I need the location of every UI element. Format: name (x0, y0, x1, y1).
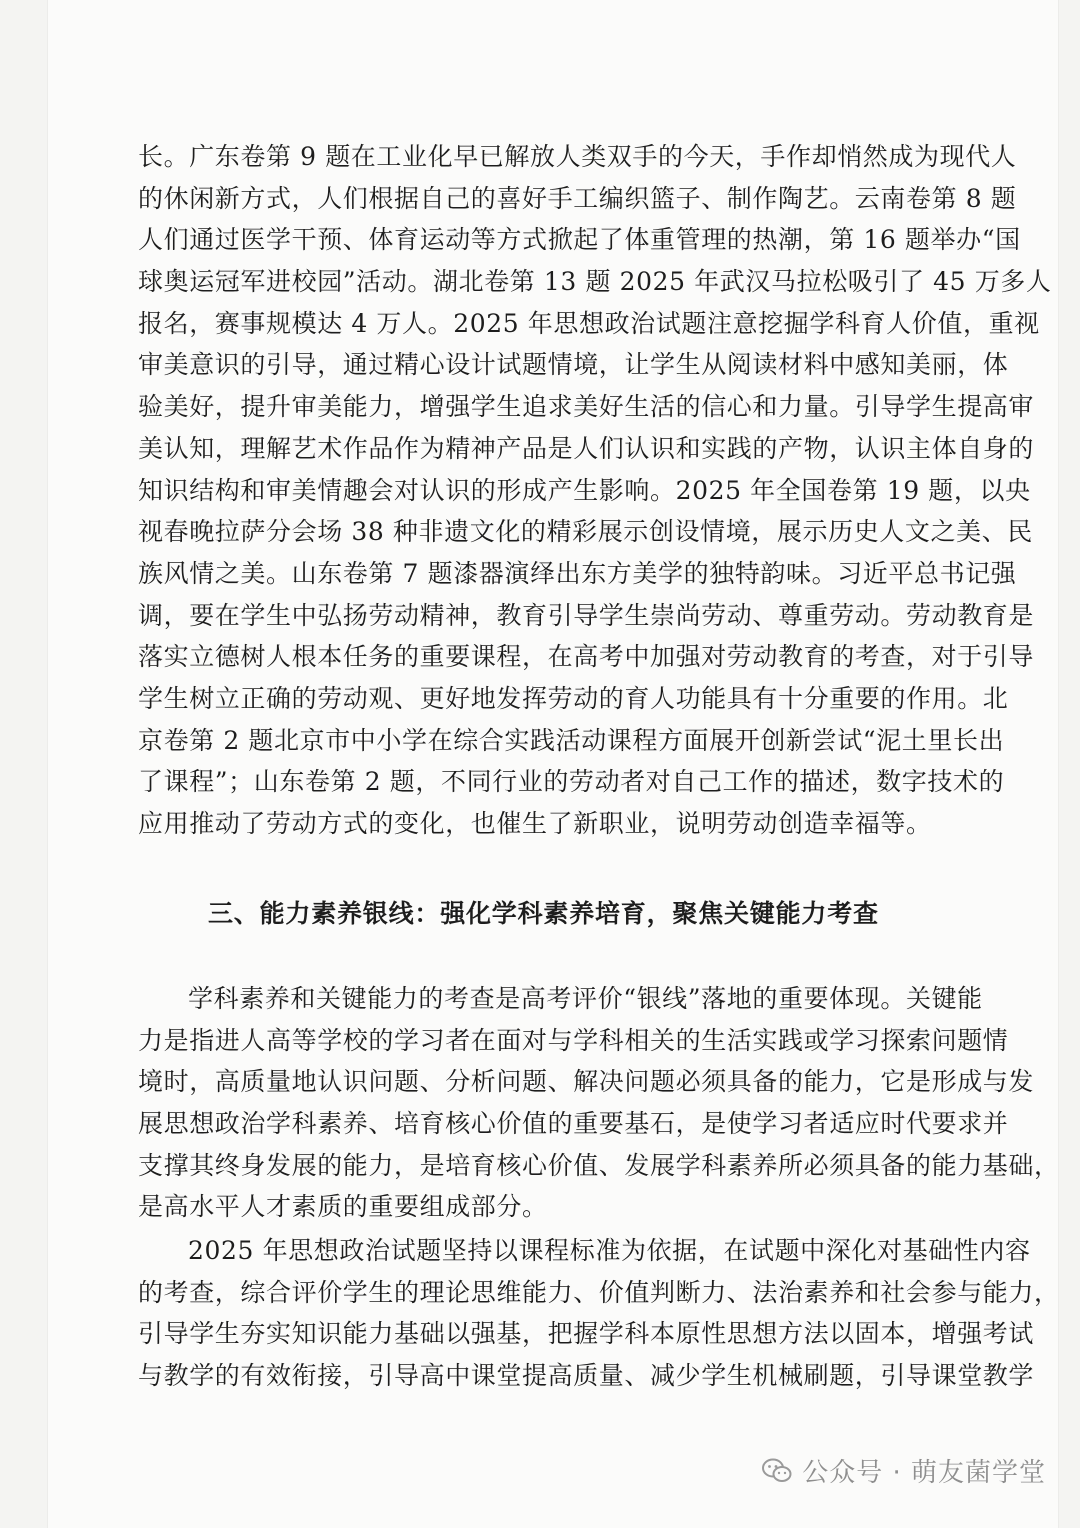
text-line: 族风情之美。山东卷第 7 题漆器演绎出东方美学的独特韵味。习近平总书记强 (138, 558, 1017, 588)
text-line: 了课程”；山东卷第 2 题，不同行业的劳动者对自己工作的描述，数字技术的 (138, 767, 1005, 797)
text-line: 2025 年思想政治试题坚持以课程标准为依据，在试题中深化对基础性内容 (188, 1236, 1031, 1265)
text-line: 学生树立正确的劳动观、更好地发挥劳动的育人功能具有十分重要的作用。北 (138, 683, 1009, 713)
text-line: 支撑其终身发展的能力，是培育核心价值、发展学科素养所必须具备的能力基础， (138, 1150, 1060, 1180)
text-line: 引导学生夯实知识能力基础以强基，把握学科本原性思想方法以固本，增强考试 (138, 1319, 1035, 1349)
text-line: 力是指进人高等学校的学习者在面对与学科相关的生活实践或学习探索问题情 (138, 1025, 1009, 1055)
watermark (762, 1452, 1046, 1489)
text-line: 调，要在学生中弘扬劳动精神，教育引导学生崇尚劳动、尊重劳动。劳动教育是 (138, 600, 1035, 630)
text-line: 审美意识的引导，通过精心设计试题情境，让学生从阅读材料中感知美丽，体 (138, 350, 1009, 380)
text-line: 长。广东卷第 9 题在工业化早已解放人类双手的今天，手作却悄然成为现代人 (138, 142, 1017, 171)
text-line: 应用推动了劳动方式的变化，也催生了新职业，说明劳动创造幸福等。 (138, 809, 932, 838)
paragraph-continued (138, 136, 1052, 845)
text-line: 的考查，综合评价学生的理论思维能力、价值判断力、法治素养和社会参与能力， (138, 1277, 1060, 1307)
text-line: 美认知，理解艺术作品作为精神产品是人们认识和实践的产物，认识主体自身的 (138, 433, 1035, 463)
text-line: 学科素养和关键能力的考查是高考评价“银线”落地的重要体现。关键能 (188, 984, 983, 1013)
text-line: 球奥运冠军进校园”活动。湖北卷第 13 题 2025 年武汉马拉松吸引了 45 万多人 (138, 267, 1052, 297)
text-line: 人们通过医学干预、体育运动等方式掀起了体重管理的热潮，第 16 题举办“国 (138, 225, 1021, 255)
text-line: 验美好，提升审美能力，增强学生追求美好生活的信心和力量。引导学生提高审 (138, 392, 1035, 422)
text-line: 京卷第 2 题北京市中小学在综合实践活动课程方面展开创新尝试“泥土里长出 (138, 725, 1005, 755)
wechat-icon (762, 1457, 792, 1485)
watermark-text: 公众号 · 萌友菌学堂 (802, 1458, 1046, 1488)
text-line: 报名，赛事规模达 4 万人。2025 年思想政治试题注意挖掘学科育人价值，重视 (138, 308, 1040, 338)
text-line: 与教学的有效衔接，引导高中课堂提高质量、减少学生机械刷题，引导课堂教学 (138, 1361, 1035, 1391)
text-line: 是高水平人才素质的重要组成部分。 (138, 1192, 548, 1222)
text-line: 境时，高质量地认识问题、分析问题、解决问题必须具备的能力，它是形成与发 (138, 1067, 1035, 1097)
text-line: 展思想政治学科素养、培育核心价值的重要基石，是使学习者适应时代要求并 (138, 1109, 1009, 1139)
paragraph-curriculum-standard (138, 1230, 1060, 1397)
section-heading: 三、能力素养银线：强化学科素养培育，聚焦关键能力考查 (208, 899, 879, 928)
paragraph-key-abilities (138, 978, 1060, 1228)
text-line: 的休闲新方式，人们根据自己的喜好手工编织篮子、制作陶艺。云南卷第 8 题 (138, 183, 1017, 213)
text-line: 知识结构和审美情趣会对认识的形成产生影响。2025 年全国卷第 19 题，以央 (138, 475, 1031, 505)
text-line: 落实立德树人根本任务的重要课程，在高考中加强对劳动教育的考查，对于引导 (138, 642, 1035, 672)
text-line: 视春晚拉萨分会场 38 种非遗文化的精彩展示创设情境，展示历史人文之美、民 (138, 517, 1033, 547)
